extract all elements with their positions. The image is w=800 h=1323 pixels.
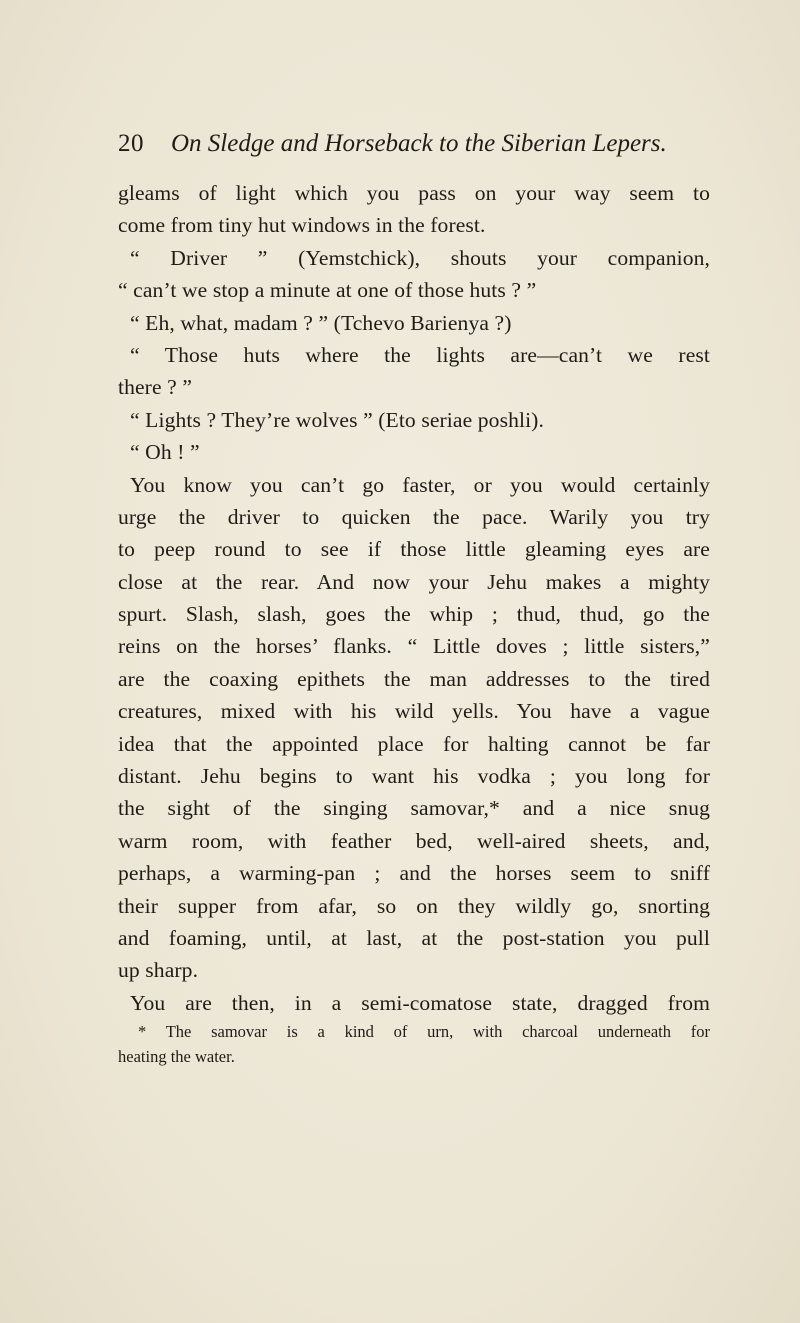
- text-line: up sharp.: [118, 958, 199, 983]
- text-line: distant. Jehu begins to want his vodka ; you long for: [118, 764, 710, 789]
- text-line: “ can’t we stop a minute at one of those huts ? ”: [118, 278, 537, 303]
- text-line: are the coaxing epithets the man addresses to the tired: [118, 666, 710, 691]
- text-line: urge the driver to quicken the pace. Warily you try: [118, 504, 710, 529]
- text-line: their supper from afar, so on they wildly go, snorting: [118, 893, 710, 918]
- footnote: [118, 1019, 710, 1069]
- footnote-line: * The samovar is a kind of urn, with charcoal underneath for: [138, 1022, 710, 1041]
- text-line: reins on the horses’ flanks. “ Little doves ; little sisters,”: [118, 634, 710, 659]
- text-line: and foaming, until, at last, at the post-station you pull: [118, 925, 710, 950]
- text-line: come from tiny hut windows in the forest.: [118, 213, 486, 238]
- text-line: the sight of the singing samovar,* and a nice snug: [118, 796, 710, 821]
- text-line: “ Eh, what, madam ? ” (Tchevo Barienya ?): [130, 310, 512, 335]
- text-line: creatures, mixed with his wild yells. You have a vague: [118, 699, 710, 724]
- text-line: “ Driver ” (Yemstchick), shouts your companion,: [130, 245, 710, 270]
- text-line: “ Oh ! ”: [130, 440, 200, 465]
- text-line: gleams of light which you pass on your way seem to: [118, 181, 710, 205]
- text-line: perhaps, a warming-pan ; and the horses seem to sniff: [118, 861, 710, 886]
- text-line: You know you can’t go faster, or you would certainly: [130, 472, 710, 497]
- text-line: “ Those huts where the lights are—can’t we rest: [130, 342, 710, 367]
- page-header: [118, 128, 718, 168]
- footnote-line: heating the water.: [118, 1047, 235, 1066]
- text-line: warm room, with feather bed, well-aired sheets, and,: [118, 828, 710, 853]
- text-line: there ? ”: [118, 375, 193, 400]
- text-line: spurt. Slash, slash, goes the whip ; thud, thud, go the: [118, 602, 710, 627]
- text-line: “ Lights ? They’re wolves ” (Eto seriae poshli).: [130, 407, 544, 432]
- text-line: idea that the appointed place for halting cannot be far: [118, 731, 710, 756]
- text-line: close at the rear. And now your Jehu makes a mighty: [118, 569, 710, 594]
- running-title: On Sledge and Horseback to the Siberian Lepers.: [171, 130, 667, 157]
- body-text: [118, 177, 710, 1019]
- text-line: You are then, in a semi-comatose state, dragged from: [130, 990, 710, 1015]
- text-line: to peep round to see if those little gleaming eyes are: [118, 537, 710, 562]
- page-number: 20: [118, 130, 144, 157]
